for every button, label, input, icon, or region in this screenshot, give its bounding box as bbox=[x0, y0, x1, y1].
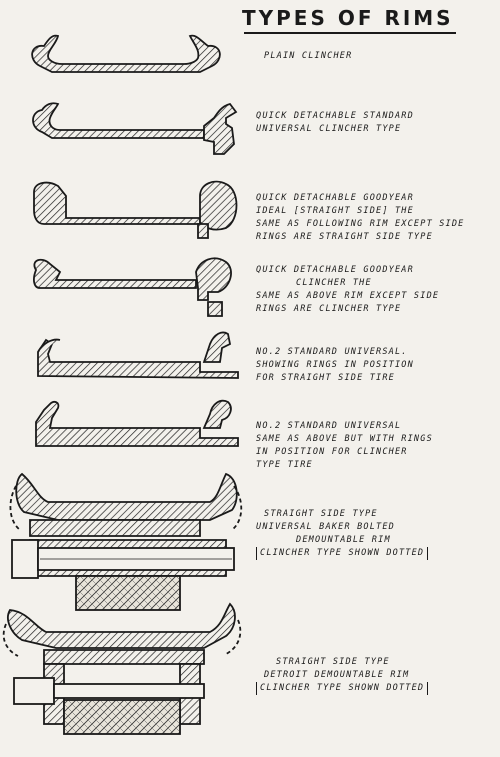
rim-diagram-no2-straight-side bbox=[38, 332, 238, 378]
caption-baker-bolted: STRAIGHT SIDE TYPE UNIVERSAL BAKER BOLTED DEMOUNTABLE RIM CLINCHER TYPE SHOWN DOTTED bbox=[256, 508, 492, 560]
caption-plain-clincher: PLAIN CLINCHER bbox=[264, 51, 353, 61]
rim-diagram-baker-bolted bbox=[10, 474, 241, 610]
rim-diagram-goodyear-clincher bbox=[34, 258, 231, 316]
rim-diagram-plain-clincher bbox=[32, 36, 220, 72]
caption-goodyear-clincher: QUICK DETACHABLE GOODYEAR CLINCHER THE SAME AS ABOVE RIM EXCEPT SIDE RINGS ARE CLINCHER TYPE bbox=[256, 265, 440, 314]
rim-diagram-no2-clincher bbox=[36, 401, 238, 446]
caption-no2-clincher: NO.2 STANDARD UNIVERSAL SAME AS ABOVE BUT WITH RINGS IN POSITION FOR CLINCHER TYPE TIRE bbox=[256, 421, 433, 470]
caption-goodyear-straight-side: QUICK DETACHABLE GOODYEAR IDEAL [STRAIGHT SIDE] THE SAME AS FOLLOWING RIM EXCEPT SIDE RINGS ARE STRAIGHT SIDE TYPE bbox=[256, 193, 465, 242]
caption-qd-standard: QUICK DETACHABLE STANDARD UNIVERSAL CLINCHER TYPE bbox=[256, 111, 414, 134]
rim-diagram-qd-standard bbox=[33, 103, 236, 154]
rim-diagram-detroit-demountable bbox=[4, 604, 241, 734]
page-title: TYPES OF RIMS bbox=[242, 6, 454, 30]
caption-no2-straight-side: NO.2 STANDARD UNIVERSAL. SHOWING RINGS IN POSITION FOR STRAIGHT SIDE TIRE bbox=[256, 347, 414, 383]
caption-detroit-demountable: STRAIGHT SIDE TYPE DETROIT DEMOUNTABLE RIM CLINCHER TYPE SHOWN DOTTED bbox=[256, 656, 492, 695]
rim-diagram-goodyear-straight-side bbox=[34, 182, 237, 238]
bracketed-note: CLINCHER TYPE SHOWN DOTTED bbox=[256, 547, 428, 560]
bracketed-note: CLINCHER TYPE SHOWN DOTTED bbox=[256, 682, 428, 695]
